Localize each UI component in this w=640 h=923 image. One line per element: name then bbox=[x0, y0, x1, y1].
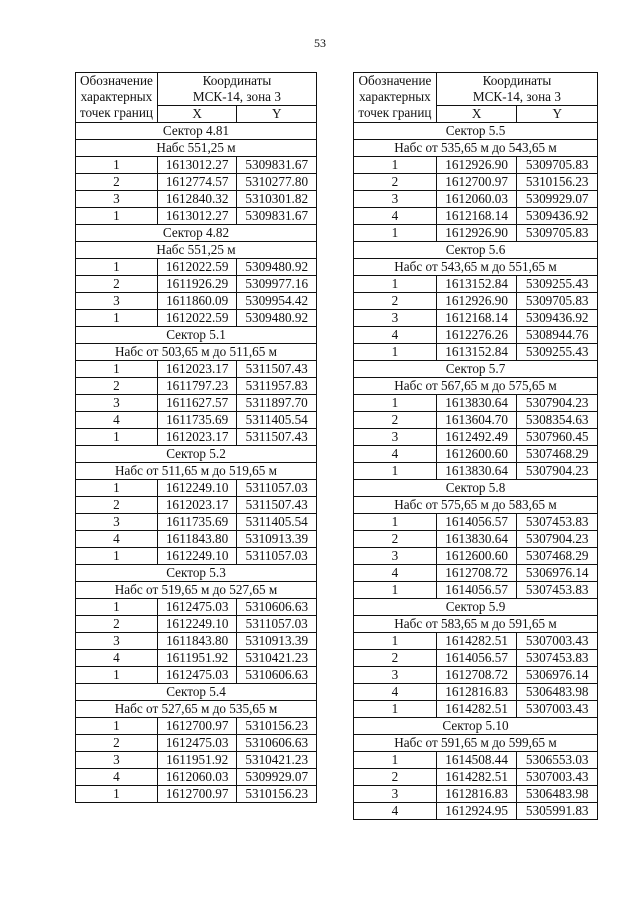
coord-y: 5308354.63 bbox=[517, 412, 598, 429]
table-row bbox=[354, 803, 598, 820]
coord-x: 1612249.10 bbox=[157, 480, 237, 497]
point-number: 4 bbox=[354, 208, 437, 225]
table-row bbox=[354, 463, 598, 480]
sector-title: Сектор 5.3 bbox=[76, 565, 317, 582]
point-number: 4 bbox=[354, 446, 437, 463]
coord-x: 1613012.27 bbox=[157, 208, 237, 225]
coord-y: 5310421.23 bbox=[237, 650, 317, 667]
sector-height: Набс от 567,65 м до 575,65 м bbox=[354, 378, 598, 395]
sector-title-row bbox=[354, 718, 598, 735]
coord-y: 5310606.63 bbox=[237, 735, 317, 752]
coord-x: 1612816.83 bbox=[436, 786, 517, 803]
sector-title: Сектор 5.5 bbox=[354, 123, 598, 140]
coord-y: 5307453.83 bbox=[517, 650, 598, 667]
sector-height-row bbox=[76, 582, 317, 599]
point-number: 3 bbox=[354, 429, 437, 446]
coord-x: 1612840.32 bbox=[157, 191, 237, 208]
table-header bbox=[76, 73, 317, 123]
coord-y: 5310301.82 bbox=[237, 191, 317, 208]
point-label-header: Обозначение характерных точек границ bbox=[76, 73, 158, 123]
table-row bbox=[76, 310, 317, 327]
table-row bbox=[76, 361, 317, 378]
sector-title-row bbox=[76, 123, 317, 140]
point-number: 3 bbox=[76, 395, 158, 412]
coord-x: 1611926.29 bbox=[157, 276, 237, 293]
table-row bbox=[354, 344, 598, 361]
table-row bbox=[354, 293, 598, 310]
coord-y: 5307003.43 bbox=[517, 701, 598, 718]
coord-x: 1612060.03 bbox=[436, 191, 517, 208]
sector-title: Сектор 4.81 bbox=[76, 123, 317, 140]
point-number: 1 bbox=[354, 276, 437, 293]
coord-x: 1613830.64 bbox=[436, 531, 517, 548]
point-number: 1 bbox=[354, 701, 437, 718]
table-row bbox=[76, 497, 317, 514]
coord-x: 1612475.03 bbox=[157, 599, 237, 616]
coordinates-table-right bbox=[353, 72, 598, 820]
point-number: 1 bbox=[354, 157, 437, 174]
coord-x: 1612700.97 bbox=[157, 786, 237, 803]
coord-y: 5306483.98 bbox=[517, 786, 598, 803]
point-number: 1 bbox=[76, 667, 158, 684]
sector-height-row bbox=[354, 735, 598, 752]
table-row bbox=[76, 735, 317, 752]
point-number: 1 bbox=[76, 259, 158, 276]
coord-x: 1611951.92 bbox=[157, 752, 237, 769]
point-number: 4 bbox=[76, 769, 158, 786]
table-row bbox=[354, 310, 598, 327]
coordinates-header: Координаты МСК-14, зона 3 bbox=[436, 73, 597, 106]
sector-height-row bbox=[76, 463, 317, 480]
table-row bbox=[354, 412, 598, 429]
coord-x: 1611627.57 bbox=[157, 395, 237, 412]
coord-y: 5310606.63 bbox=[237, 667, 317, 684]
coord-x: 1612475.03 bbox=[157, 667, 237, 684]
point-number: 1 bbox=[76, 310, 158, 327]
column-y-header: Y bbox=[517, 106, 598, 123]
table-row bbox=[354, 565, 598, 582]
coord-x: 1612168.14 bbox=[436, 208, 517, 225]
coord-x: 1612492.49 bbox=[436, 429, 517, 446]
sector-height: Набс от 535,65 м до 543,65 м bbox=[354, 140, 598, 157]
sector-title: Сектор 5.9 bbox=[354, 599, 598, 616]
point-number: 3 bbox=[354, 310, 437, 327]
point-number: 3 bbox=[354, 548, 437, 565]
coord-x: 1612168.14 bbox=[436, 310, 517, 327]
coord-y: 5310606.63 bbox=[237, 599, 317, 616]
coord-x: 1614056.57 bbox=[436, 650, 517, 667]
table-row bbox=[76, 633, 317, 650]
sector-height: Набс от 503,65 м до 511,65 м bbox=[76, 344, 317, 361]
table-row bbox=[354, 395, 598, 412]
table-row bbox=[354, 531, 598, 548]
column-x-header: X bbox=[436, 106, 517, 123]
sector-height: Набс 551,25 м bbox=[76, 140, 317, 157]
table-row bbox=[354, 327, 598, 344]
coord-x: 1611843.80 bbox=[157, 531, 237, 548]
sector-title: Сектор 5.8 bbox=[354, 480, 598, 497]
sector-title-row bbox=[76, 225, 317, 242]
sector-height: Набс от 519,65 м до 527,65 м bbox=[76, 582, 317, 599]
coord-y: 5309705.83 bbox=[517, 225, 598, 242]
coord-x: 1612022.59 bbox=[157, 310, 237, 327]
coord-y: 5309954.42 bbox=[237, 293, 317, 310]
coord-x: 1611860.09 bbox=[157, 293, 237, 310]
sector-height-row bbox=[354, 259, 598, 276]
point-number: 2 bbox=[76, 497, 158, 514]
coord-x: 1614282.51 bbox=[436, 769, 517, 786]
sector-height-row bbox=[76, 344, 317, 361]
table-row bbox=[76, 769, 317, 786]
table-row bbox=[354, 684, 598, 701]
coord-x: 1614282.51 bbox=[436, 701, 517, 718]
sector-height: Набс от 511,65 м до 519,65 м bbox=[76, 463, 317, 480]
sector-title: Сектор 5.6 bbox=[354, 242, 598, 259]
table-row bbox=[76, 208, 317, 225]
coord-y: 5309436.92 bbox=[517, 208, 598, 225]
coord-y: 5309436.92 bbox=[517, 310, 598, 327]
point-number: 1 bbox=[354, 752, 437, 769]
coord-x: 1612700.97 bbox=[157, 718, 237, 735]
coord-y: 5311057.03 bbox=[237, 480, 317, 497]
coord-y: 5307003.43 bbox=[517, 633, 598, 650]
point-number: 1 bbox=[354, 582, 437, 599]
coord-x: 1612249.10 bbox=[157, 548, 237, 565]
table-row bbox=[354, 582, 598, 599]
table-row bbox=[354, 429, 598, 446]
coord-x: 1613012.27 bbox=[157, 157, 237, 174]
point-number: 1 bbox=[76, 429, 158, 446]
coord-y: 5307453.83 bbox=[517, 514, 598, 531]
coord-x: 1612023.17 bbox=[157, 429, 237, 446]
table-row bbox=[76, 752, 317, 769]
point-number: 1 bbox=[76, 157, 158, 174]
coord-y: 5309977.16 bbox=[237, 276, 317, 293]
coord-y: 5310277.80 bbox=[237, 174, 317, 191]
table-row bbox=[76, 480, 317, 497]
point-number: 2 bbox=[354, 412, 437, 429]
point-number: 2 bbox=[76, 616, 158, 633]
coord-x: 1612600.60 bbox=[436, 446, 517, 463]
coord-y: 5309929.07 bbox=[237, 769, 317, 786]
coord-y: 5309831.67 bbox=[237, 208, 317, 225]
table-row bbox=[354, 786, 598, 803]
sector-title: Сектор 5.7 bbox=[354, 361, 598, 378]
table-row bbox=[354, 769, 598, 786]
point-number: 4 bbox=[354, 803, 437, 820]
point-number: 1 bbox=[354, 633, 437, 650]
point-number: 1 bbox=[354, 225, 437, 242]
coord-y: 5309929.07 bbox=[517, 191, 598, 208]
sector-title: Сектор 5.2 bbox=[76, 446, 317, 463]
sector-height-row bbox=[354, 497, 598, 514]
table-row bbox=[76, 531, 317, 548]
coord-x: 1612060.03 bbox=[157, 769, 237, 786]
coord-x: 1612249.10 bbox=[157, 616, 237, 633]
coord-x: 1612475.03 bbox=[157, 735, 237, 752]
coord-y: 5310156.23 bbox=[517, 174, 598, 191]
table-row bbox=[354, 208, 598, 225]
point-number: 2 bbox=[76, 378, 158, 395]
sector-title: Сектор 5.1 bbox=[76, 327, 317, 344]
point-number: 1 bbox=[76, 208, 158, 225]
sector-title-row bbox=[354, 480, 598, 497]
coord-y: 5311957.83 bbox=[237, 378, 317, 395]
sector-height-row bbox=[354, 140, 598, 157]
table-row bbox=[76, 429, 317, 446]
coord-y: 5311405.54 bbox=[237, 412, 317, 429]
table-row bbox=[76, 718, 317, 735]
point-number: 2 bbox=[354, 293, 437, 310]
sector-title: Сектор 5.10 bbox=[354, 718, 598, 735]
point-number: 3 bbox=[354, 667, 437, 684]
coord-x: 1612774.57 bbox=[157, 174, 237, 191]
coord-x: 1614056.57 bbox=[436, 514, 517, 531]
point-number: 4 bbox=[354, 565, 437, 582]
table-row bbox=[76, 157, 317, 174]
sector-height-row bbox=[76, 140, 317, 157]
coord-y: 5309705.83 bbox=[517, 157, 598, 174]
point-number: 4 bbox=[76, 412, 158, 429]
table-row bbox=[76, 548, 317, 565]
point-number: 2 bbox=[76, 276, 158, 293]
coord-y: 5306483.98 bbox=[517, 684, 598, 701]
table-row bbox=[354, 514, 598, 531]
coord-x: 1613152.84 bbox=[436, 344, 517, 361]
table-row bbox=[354, 157, 598, 174]
sector-height-row bbox=[76, 701, 317, 718]
point-number: 1 bbox=[76, 599, 158, 616]
table-row bbox=[354, 701, 598, 718]
point-number: 3 bbox=[76, 293, 158, 310]
column-y-header: Y bbox=[237, 106, 317, 123]
point-number: 3 bbox=[354, 191, 437, 208]
coord-x: 1612276.26 bbox=[436, 327, 517, 344]
coord-x: 1613830.64 bbox=[436, 463, 517, 480]
table-row bbox=[76, 378, 317, 395]
sector-title: Сектор 4.82 bbox=[76, 225, 317, 242]
coord-y: 5310156.23 bbox=[237, 786, 317, 803]
table-row bbox=[354, 446, 598, 463]
coord-y: 5310913.39 bbox=[237, 633, 317, 650]
point-number: 3 bbox=[76, 633, 158, 650]
coord-x: 1612600.60 bbox=[436, 548, 517, 565]
point-number: 2 bbox=[354, 531, 437, 548]
coord-y: 5309480.92 bbox=[237, 310, 317, 327]
table-row bbox=[76, 191, 317, 208]
point-number: 3 bbox=[76, 752, 158, 769]
coord-y: 5307468.29 bbox=[517, 548, 598, 565]
point-number: 2 bbox=[76, 735, 158, 752]
point-number: 1 bbox=[76, 361, 158, 378]
coord-x: 1611843.80 bbox=[157, 633, 237, 650]
coord-x: 1613604.70 bbox=[436, 412, 517, 429]
table-row bbox=[76, 395, 317, 412]
coord-x: 1612924.95 bbox=[436, 803, 517, 820]
point-number: 1 bbox=[76, 480, 158, 497]
point-number: 1 bbox=[354, 395, 437, 412]
coord-y: 5307904.23 bbox=[517, 395, 598, 412]
coord-y: 5309831.67 bbox=[237, 157, 317, 174]
point-number: 1 bbox=[76, 718, 158, 735]
coord-y: 5307468.29 bbox=[517, 446, 598, 463]
coord-y: 5311507.43 bbox=[237, 497, 317, 514]
coord-y: 5311507.43 bbox=[237, 361, 317, 378]
coord-x: 1612926.90 bbox=[436, 293, 517, 310]
coord-y: 5310421.23 bbox=[237, 752, 317, 769]
table-row bbox=[354, 548, 598, 565]
table-row bbox=[354, 633, 598, 650]
coord-x: 1612708.72 bbox=[436, 667, 517, 684]
point-number: 1 bbox=[354, 463, 437, 480]
table-row bbox=[354, 174, 598, 191]
page-number: 53 bbox=[314, 36, 326, 50]
point-number: 4 bbox=[354, 327, 437, 344]
sector-height-row bbox=[354, 616, 598, 633]
coord-x: 1614056.57 bbox=[436, 582, 517, 599]
sector-title-row bbox=[76, 684, 317, 701]
coord-x: 1612926.90 bbox=[436, 157, 517, 174]
column-x-header: X bbox=[157, 106, 237, 123]
table-row bbox=[76, 616, 317, 633]
coord-y: 5309480.92 bbox=[237, 259, 317, 276]
sector-height: Набс от 527,65 м до 535,65 м bbox=[76, 701, 317, 718]
table-header bbox=[354, 73, 598, 123]
table-row bbox=[354, 225, 598, 242]
coord-y: 5311405.54 bbox=[237, 514, 317, 531]
table-row bbox=[76, 599, 317, 616]
coord-y: 5308944.76 bbox=[517, 327, 598, 344]
coord-x: 1614508.44 bbox=[436, 752, 517, 769]
table-row bbox=[354, 752, 598, 769]
coord-y: 5311057.03 bbox=[237, 548, 317, 565]
sector-title-row bbox=[76, 565, 317, 582]
sector-height: Набс от 583,65 м до 591,65 м bbox=[354, 616, 598, 633]
sector-title-row bbox=[76, 327, 317, 344]
table-row bbox=[76, 276, 317, 293]
sector-title-row bbox=[76, 446, 317, 463]
coord-y: 5309255.43 bbox=[517, 276, 598, 293]
table-row bbox=[76, 412, 317, 429]
table-row bbox=[76, 293, 317, 310]
coord-y: 5307003.43 bbox=[517, 769, 598, 786]
coord-y: 5311897.70 bbox=[237, 395, 317, 412]
table-row bbox=[76, 514, 317, 531]
coord-x: 1612023.17 bbox=[157, 361, 237, 378]
point-number: 1 bbox=[354, 344, 437, 361]
table-row bbox=[354, 276, 598, 293]
point-number: 3 bbox=[354, 786, 437, 803]
coord-y: 5309255.43 bbox=[517, 344, 598, 361]
coord-y: 5311507.43 bbox=[237, 429, 317, 446]
coord-x: 1612023.17 bbox=[157, 497, 237, 514]
coord-x: 1611735.69 bbox=[157, 412, 237, 429]
sector-title-row bbox=[354, 599, 598, 616]
coord-y: 5310913.39 bbox=[237, 531, 317, 548]
point-number: 4 bbox=[76, 650, 158, 667]
coord-x: 1611735.69 bbox=[157, 514, 237, 531]
table-row bbox=[76, 259, 317, 276]
sector-title: Сектор 5.4 bbox=[76, 684, 317, 701]
sector-height-row bbox=[354, 378, 598, 395]
coord-x: 1611797.23 bbox=[157, 378, 237, 395]
point-number: 3 bbox=[76, 191, 158, 208]
point-number: 2 bbox=[76, 174, 158, 191]
coord-y: 5310156.23 bbox=[237, 718, 317, 735]
table-row bbox=[76, 786, 317, 803]
coord-y: 5311057.03 bbox=[237, 616, 317, 633]
sector-height: Набс от 575,65 м до 583,65 м bbox=[354, 497, 598, 514]
coord-y: 5307960.45 bbox=[517, 429, 598, 446]
coord-x: 1612708.72 bbox=[436, 565, 517, 582]
sector-height-row bbox=[76, 242, 317, 259]
coord-y: 5307453.83 bbox=[517, 582, 598, 599]
coord-y: 5306976.14 bbox=[517, 565, 598, 582]
table-row bbox=[354, 650, 598, 667]
coord-x: 1612700.97 bbox=[436, 174, 517, 191]
coord-y: 5306553.03 bbox=[517, 752, 598, 769]
coord-x: 1612926.90 bbox=[436, 225, 517, 242]
point-number: 4 bbox=[354, 684, 437, 701]
coordinates-header: Координаты МСК-14, зона 3 bbox=[157, 73, 316, 106]
point-number: 2 bbox=[354, 769, 437, 786]
point-number: 3 bbox=[76, 514, 158, 531]
coord-x: 1612816.83 bbox=[436, 684, 517, 701]
coord-y: 5309705.83 bbox=[517, 293, 598, 310]
point-number: 2 bbox=[354, 650, 437, 667]
coord-x: 1613152.84 bbox=[436, 276, 517, 293]
coord-x: 1612022.59 bbox=[157, 259, 237, 276]
point-number: 1 bbox=[76, 548, 158, 565]
point-number: 2 bbox=[354, 174, 437, 191]
sector-height: Набс 551,25 м bbox=[76, 242, 317, 259]
coord-x: 1613830.64 bbox=[436, 395, 517, 412]
point-number: 4 bbox=[76, 531, 158, 548]
coord-y: 5305991.83 bbox=[517, 803, 598, 820]
sector-title-row bbox=[354, 242, 598, 259]
point-number: 1 bbox=[354, 514, 437, 531]
table-row bbox=[76, 174, 317, 191]
coord-y: 5307904.23 bbox=[517, 531, 598, 548]
table-row bbox=[76, 650, 317, 667]
coord-x: 1614282.51 bbox=[436, 633, 517, 650]
coordinates-table-left bbox=[75, 72, 317, 803]
table-row bbox=[76, 667, 317, 684]
point-number: 1 bbox=[76, 786, 158, 803]
point-label-header: Обозначение характерных точек границ bbox=[354, 73, 437, 123]
sector-title-row bbox=[354, 361, 598, 378]
table-row bbox=[354, 191, 598, 208]
sector-height: Набс от 591,65 м до 599,65 м bbox=[354, 735, 598, 752]
table-row bbox=[354, 667, 598, 684]
coord-x: 1611951.92 bbox=[157, 650, 237, 667]
coord-y: 5307904.23 bbox=[517, 463, 598, 480]
coord-y: 5306976.14 bbox=[517, 667, 598, 684]
sector-height: Набс от 543,65 м до 551,65 м bbox=[354, 259, 598, 276]
sector-title-row bbox=[354, 123, 598, 140]
